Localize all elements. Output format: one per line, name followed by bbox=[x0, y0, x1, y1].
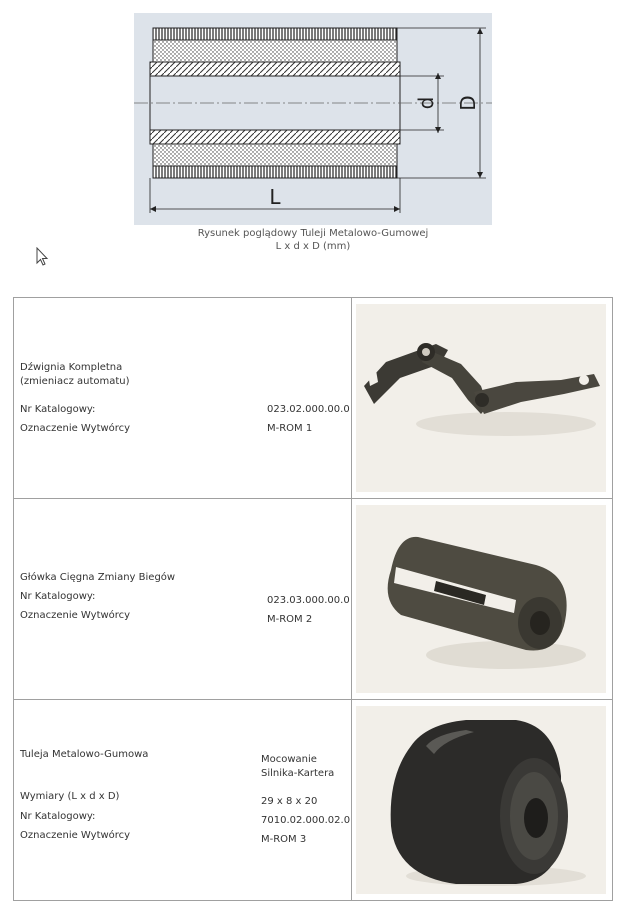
table-row bbox=[14, 298, 613, 499]
parts-table bbox=[13, 297, 613, 901]
caption-title: Rysunek poglądowy Tuleji Metalowo-Gumowej bbox=[197, 228, 429, 239]
maker-value: M-ROM 2 bbox=[267, 614, 313, 625]
catalog-value: 7010.02.000.02.0 bbox=[261, 815, 351, 826]
diagram-caption bbox=[134, 227, 492, 253]
table-row bbox=[14, 499, 613, 700]
product-info-cell bbox=[14, 700, 352, 901]
product-name: Główka Cięgna Zmiany Biegów bbox=[20, 572, 176, 583]
lever-photo-icon bbox=[356, 304, 606, 492]
maker-label: Oznaczenie Wytwórcy bbox=[20, 830, 131, 841]
caption-dimensions: L x d x D (mm) bbox=[275, 241, 351, 252]
label-D: D bbox=[456, 95, 480, 111]
product-subtitle: (zmieniacz automatu) bbox=[20, 376, 130, 387]
mount-label: Mocowanie bbox=[261, 754, 317, 765]
label-L: L bbox=[269, 185, 281, 209]
catalog-label: Nr Katalogowy: bbox=[20, 811, 96, 822]
product-name: Dźwignia Kompletna bbox=[20, 362, 123, 373]
product-photo-cell bbox=[352, 499, 613, 700]
product-name: Tuleja Metalowo-Gumowa bbox=[20, 749, 149, 760]
maker-label: Oznaczenie Wytwórcy bbox=[20, 610, 131, 621]
catalog-value: 023.03.000.00.0 bbox=[267, 595, 350, 606]
bushing-photo-icon bbox=[356, 706, 606, 894]
catalog-value: 023.02.000.00.0 bbox=[267, 404, 350, 415]
mount-label-2: Silnika-Kartera bbox=[261, 768, 335, 779]
label-d: d bbox=[414, 96, 438, 110]
product-photo-cell bbox=[352, 700, 613, 901]
product-info-cell bbox=[14, 499, 352, 700]
bushing-diagram bbox=[134, 13, 492, 225]
maker-value: M-ROM 1 bbox=[267, 423, 313, 434]
bushing-drawing bbox=[134, 13, 492, 225]
catalog-label: Nr Katalogowy: bbox=[20, 591, 96, 602]
maker-label: Oznaczenie Wytwórcy bbox=[20, 423, 131, 434]
dimensions-label: Wymiary (L x d x D) bbox=[20, 791, 120, 802]
maker-value: M-ROM 3 bbox=[261, 834, 307, 845]
product-photo-cell bbox=[352, 298, 613, 499]
product-info-cell bbox=[14, 298, 352, 499]
catalog-label: Nr Katalogowy: bbox=[20, 404, 96, 415]
rod-head-photo-icon bbox=[356, 505, 606, 693]
table-row bbox=[14, 700, 613, 901]
mouse-cursor-icon bbox=[36, 247, 50, 267]
dimensions-value: 29 x 8 x 20 bbox=[261, 796, 318, 807]
